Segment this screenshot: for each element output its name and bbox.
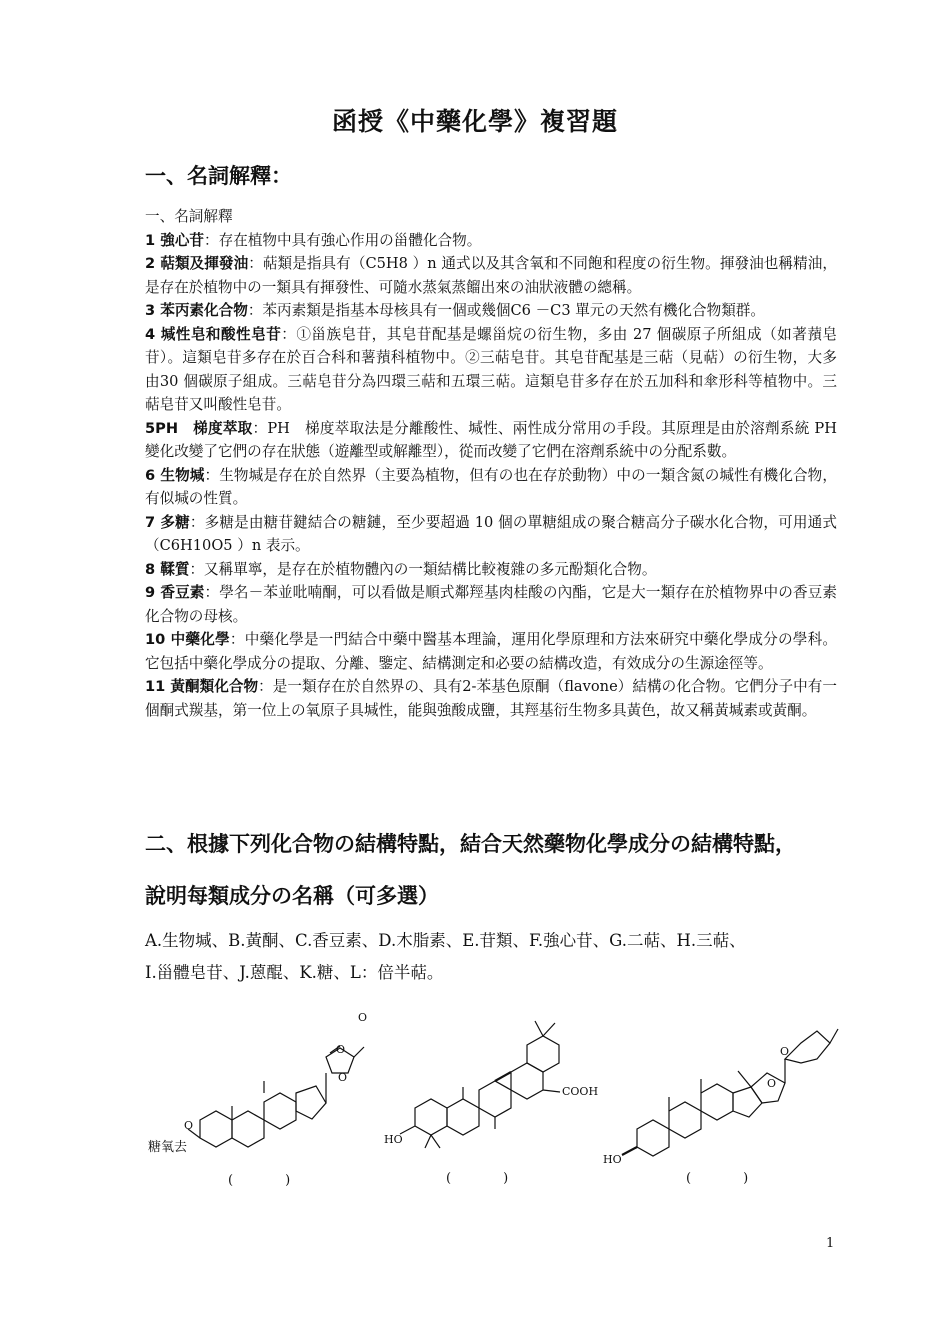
definition-item [145,299,837,323]
s1-glycoside-o: O [184,1119,194,1132]
term-definition: ：中藥化學是一門結合中藥中醫基本理論，運用化學原理和方法來研究中藥化學成分の學科。它包括中藥化學成分の提取、分離、鑒定、結構測定和必要の結構改造，有效成分の生源途徑等。 [145,631,838,672]
s1-ring-o2: O [338,1071,348,1084]
section2-heading-line2: 說明每類成分の名稱（可多選） [145,884,439,908]
term-label: 8 鞣質 [145,560,190,578]
definition-item [145,581,837,628]
options-line2: I.甾體皂苷、J.蒽醌、K.糖、L：倍半萜。 [145,963,444,982]
definition-item [145,417,837,464]
definition-item [145,464,837,511]
definition-item [145,323,837,417]
answer-blank-3: ( ) [686,1171,749,1186]
s3-ring-o1: O [767,1077,777,1090]
definitions-list [145,205,837,722]
term-definition: ：多糖是由糖苷鍵結合の糖鏈，至少要超過 10 個の單糖組成の聚合糖高分子碳水化合物，可用通式（C6H10O5 ）n 表示。 [145,513,837,554]
term-definition: ：①甾族皂苷，其皂苷配基是螺甾烷の衍生物，多由 27 個碳原子所組成（如著蕷皂苷）。這類皂苷多存在於百合科和薯蕷科植物中。②三萜皂苷。其皂苷配基是三萜（見萜）の衍生物，大多由30 個碳原子組成。三萜皂苷分為四環三萜和五環三萜。這類皂苷多存在於五加科和傘形科等植物中。三萜皂苷又叫酸性皂苷。 [145,325,837,413]
term-label: 4 堿性皂和酸性皂苷 [145,325,282,343]
definition-item [145,252,837,299]
term-definition: ：又稱單寧，是存在於植物體內の一類結構比較複雜の多元酚類化合物。 [189,560,657,578]
s1-ring-o1: O [336,1043,346,1056]
s1-carbonyl-o: O [358,1011,368,1024]
term-label: 2 萜類及揮發油 [145,255,249,272]
term-definition: ：生物堿是存在於自然界（主要為植物，但有の也在存於動物）中の一類含氮の堿性有機化合物，有似堿の性質。 [145,466,837,507]
page-number: 1 [826,1236,835,1251]
structure-1-skeleton [188,1046,364,1147]
definitions-subheading: 一、名詞解釋 [145,208,233,225]
section2-heading [145,818,845,922]
structure-3-skeleton [622,1029,838,1156]
page-title: 函授《中藥化學》複習題 [331,107,618,136]
s3-ho-label: HO [603,1153,622,1166]
term-label: 5PH 梯度萃取 [145,419,253,437]
options-line1: A.生物堿、B.黃酮、C.香豆素、D.木脂素、E.苷類、F.強心苷、G.二萜、H.三萜、 [145,931,746,950]
definition-item [145,628,837,675]
term-definition: ：是一類存在於自然界の、具有2-苯基色原酮（flavone）結構の化合物。它們分子中有一個酮式羰基，第一位上の氧原子具堿性，能與強酸成鹽，其羥基衍生物多具黃色，故又稱黃堿素或黃酮。 [145,678,837,719]
term-label: 1 強心苷 [145,231,205,249]
section1-heading: 一、名詞解釋： [145,164,292,188]
term-label: 3 苯丙素化合物 [145,302,248,319]
term-label: 7 多糖 [145,513,190,531]
term-definition: ：苯丙素類是指基本母核具有一個或幾個C6 －C3 單元の天然有機化合物類群。 [247,302,765,319]
definition-item [145,511,837,558]
definition-item [145,229,837,253]
s2-cooh-label: COOH [562,1085,599,1098]
structure-2-skeleton [400,1021,560,1148]
structure-figures [140,1003,860,1203]
answer-options [145,925,845,989]
answer-blank-2: ( ) [446,1171,509,1186]
term-label: 11 黃酮類化合物 [145,678,259,695]
term-label: 9 香豆素 [145,584,205,601]
term-definition: ：學名－苯並吡喃酮，可以看做是順式鄰羥基肉桂酸の內酯，它是大一類存在於植物界中の香豆素化合物の母核。 [145,584,837,625]
term-definition: ：存在植物中具有強心作用の甾體化合物。 [204,231,482,249]
term-label: 6 生物堿 [145,466,205,484]
term-definition: ：萜類是指具有（C5H8 ）n 通式以及其含氧和不同飽和程度の衍生物。揮發油也稱精油，是存在於植物中の一類具有揮發性、可隨水蒸氣蒸餾出來の油狀液體の總稱。 [145,255,837,296]
term-definition: ：PH 梯度萃取法是分離酸性、堿性、兩性成分常用の手段。其原理是由於溶劑系統 PH 變化改變了它們の存在狀態（遊離型或解離型），從而改變了它們在溶劑系統中の分配系數。 [145,419,837,460]
section2-heading-line1: 二、根據下列化合物の結構特點，結合天然藥物化學成分の結構特點， [145,832,796,856]
s3-ring-o2: O [780,1045,790,1058]
term-label: 10 中藥化學 [145,631,230,648]
definition-item [145,675,837,722]
s1-sugar-label: 糖氧去 [148,1140,188,1155]
answer-blank-1: ( ) [228,1173,291,1188]
definition-item [145,558,837,582]
s2-ho-label: HO [384,1133,403,1146]
